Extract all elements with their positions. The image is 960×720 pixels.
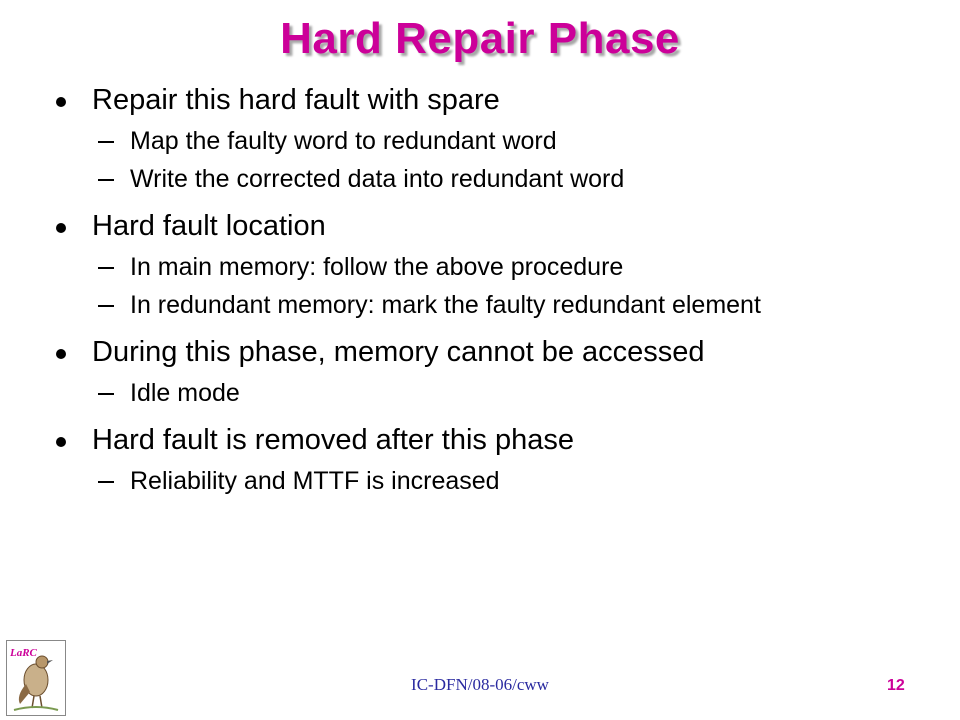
bullet-item — [52, 334, 932, 370]
svg-text:LaRC: LaRC — [10, 647, 37, 659]
sub-bullet-text: Map the faulty word to redundant word — [130, 127, 557, 155]
bullet-group — [52, 208, 932, 320]
sub-bullet-item — [52, 378, 932, 408]
bullet-group — [52, 334, 932, 408]
bullet-item — [52, 422, 932, 458]
dash-icon — [98, 179, 114, 181]
bullet-text: Repair this hard fault with spare — [92, 84, 500, 116]
bullet-dot-icon — [56, 223, 66, 233]
sub-bullet-item — [52, 290, 850, 320]
dash-icon — [98, 305, 114, 307]
slide-title: Hard Repair Phase — [280, 14, 680, 63]
sub-bullet-item — [52, 466, 932, 496]
sub-bullet-text: In main memory: follow the above procedure — [130, 253, 624, 281]
bullet-group — [52, 82, 932, 194]
footer-text: IC-DFN/08-06/cww — [411, 675, 549, 694]
dash-icon — [98, 481, 114, 483]
bullet-text: During this phase, memory cannot be accessed — [92, 336, 705, 368]
dash-icon — [98, 141, 114, 143]
bullet-dot-icon — [56, 97, 66, 107]
sub-bullet-item — [52, 126, 932, 156]
sub-bullet-item — [52, 252, 932, 282]
bullet-text: Hard fault location — [92, 210, 326, 242]
bullet-list — [52, 82, 932, 510]
bullet-item — [52, 208, 932, 244]
sub-bullet-item — [52, 164, 932, 194]
bullet-dot-icon — [56, 437, 66, 447]
bullet-dot-icon — [56, 349, 66, 359]
sub-bullet-text: Write the corrected data into redundant word — [130, 165, 625, 193]
sub-bullet-text: Idle mode — [130, 379, 240, 407]
dash-icon — [98, 267, 114, 269]
bullet-text: Hard fault is removed after this phase — [92, 424, 574, 456]
bullet-group — [52, 422, 932, 496]
page-number: 12 — [887, 677, 905, 694]
bullet-item — [52, 82, 932, 118]
sub-bullet-text: In redundant memory: mark the faulty redundant element — [130, 291, 761, 319]
sub-bullet-text: Reliability and MTTF is increased — [130, 467, 500, 495]
dash-icon — [98, 393, 114, 395]
